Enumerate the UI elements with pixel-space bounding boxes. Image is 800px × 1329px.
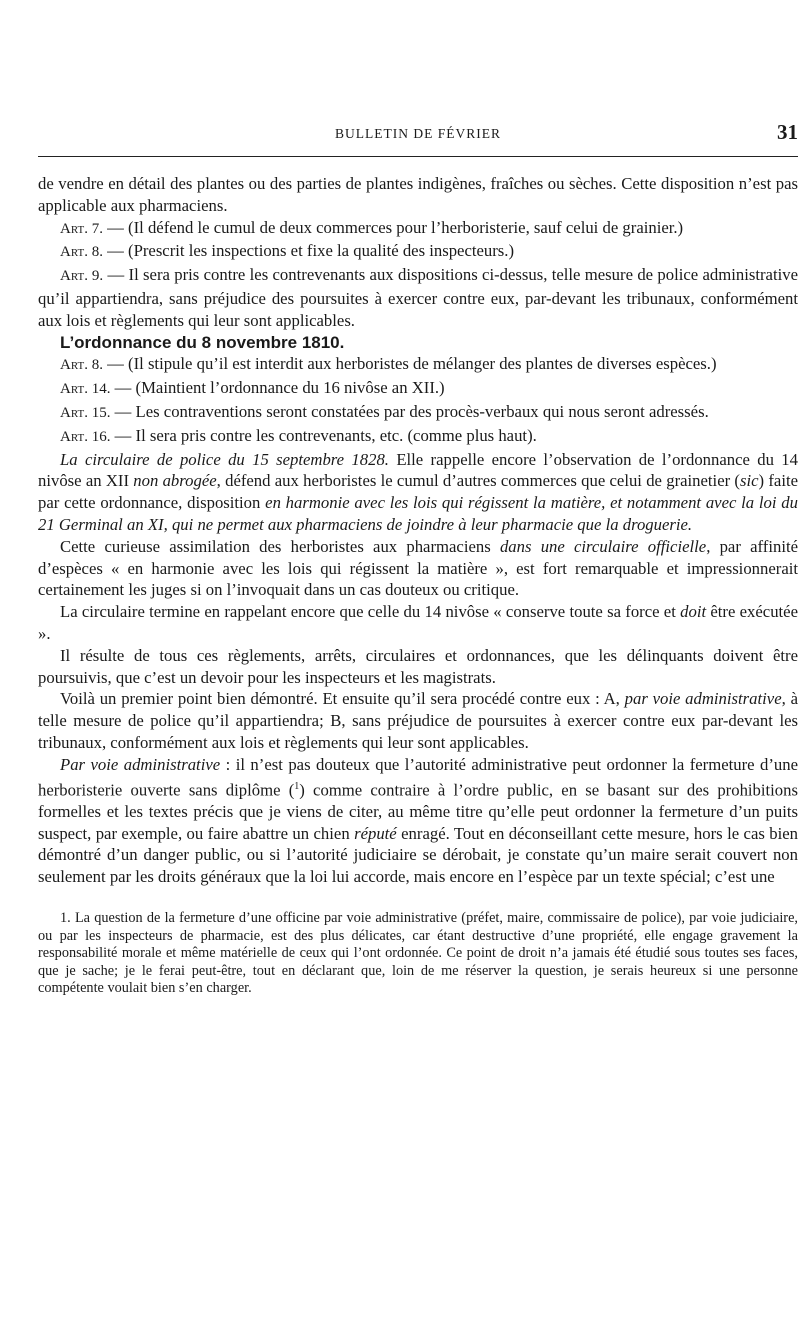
paragraph-text: — (Maintient l’ordonnance du 16 nivôse an XII.) bbox=[110, 378, 445, 398]
running-header bbox=[38, 120, 798, 152]
paragraph-text: être exécutée ». bbox=[38, 602, 798, 643]
paragraph-text: ) faite par cette ordonnance, disposition bbox=[38, 471, 798, 513]
italic-text: par voie administrative bbox=[624, 689, 782, 709]
paragraph bbox=[38, 754, 798, 888]
italic-text: sic bbox=[739, 471, 759, 491]
paragraph-text: Il résulte de tous ces règlements, arrêts, circulaires et ordonnances, que les délinquants doivent être poursuivis, que c’est un devoir pour les inspecteurs et les magistrats. bbox=[38, 645, 798, 687]
paragraph bbox=[38, 173, 798, 217]
paragraph bbox=[38, 645, 798, 689]
paragraph-text: Voilà un premier point bien démontré. Et ensuite qu’il sera procédé contre eux : A, bbox=[60, 689, 625, 709]
article-label: Art. 8. bbox=[60, 357, 103, 374]
paragraph-text: — (Il stipule qu’il est interdit aux herboristes de mélanger des plantes de diverses espèces.) bbox=[102, 354, 717, 374]
paragraph bbox=[38, 601, 798, 645]
footnote-text: La question de la fermeture d’une officine par voie administrative (préfet, maire, commissaire de police), par voie judiciaire, ou par les inspecteurs de pharmacie, est des plus délicates, car étant destructive d’une propriété, elle engage gravement la responsabilité morale et même matérielle de ceux qui l’ont ordonnée. Ce point de droit n’a jamais été étudié sous toutes ses faces, que je sache; je le ferai peut-être, tout en déclarant que, loin de me réserver la question, je serais heureux si une personne compétente voulait bien s’en charger. bbox=[38, 910, 798, 997]
paragraph-text: de vendre en détail des plantes ou des parties de plantes indigènes, fraîches ou sèches. Cette disposition n’est pas applicable aux pharmaciens. bbox=[38, 174, 798, 215]
article-label: Art. 15. bbox=[60, 404, 111, 421]
italic-text: Par voie administrative bbox=[60, 754, 221, 774]
paragraph bbox=[38, 536, 798, 601]
footnote-number: 1. bbox=[60, 910, 71, 927]
paragraph-text: — (Prescrit les inspections et fixe la qualité des inspecteurs.) bbox=[102, 241, 515, 261]
italic-text: réputé bbox=[354, 823, 397, 843]
italic-text: La circulaire de police du 15 septembre 1828. bbox=[60, 449, 389, 469]
paragraph-art-14 bbox=[38, 377, 798, 401]
paragraph-text: La circulaire termine en rappelant encore que celle du 14 nivôse « conserve toute sa force et bbox=[60, 602, 681, 622]
page-number: 31 bbox=[777, 120, 798, 144]
paragraph-text: — Il sera pris contre les contrevenants aux dispositions ci-dessus, telle mesure de police administrative qu’il appartiendra, sans préjudice des poursuites à exercer contre eux, par-devant les tribunaux, conformément aux lois et règlements qui leur sont applicables. bbox=[38, 265, 798, 330]
footnote-marker: 1 bbox=[294, 780, 300, 792]
footnote bbox=[38, 910, 798, 998]
paragraph-art-7 bbox=[38, 217, 798, 241]
paragraph-text: — (Il défend le cumul de deux commerces pour l’herboristerie, sauf celui de grainier.) bbox=[102, 217, 684, 237]
paragraph-art-15 bbox=[38, 401, 798, 425]
paragraph bbox=[38, 688, 798, 753]
paragraph-art-16 bbox=[38, 425, 798, 449]
paragraph-text: — Il sera pris contre les contrevenants, etc. (comme plus haut). bbox=[110, 425, 537, 445]
running-title: BULLETIN DE FÉVRIER bbox=[335, 126, 501, 141]
paragraph-art-9 bbox=[38, 264, 798, 331]
paragraph-text: , défend aux herboristes le cumul d’autres commerces que celui de grainetier ( bbox=[216, 471, 740, 491]
paragraph-text: Cette curieuse assimilation des herboristes aux pharmaciens bbox=[60, 536, 500, 556]
paragraph-text: — Les contraventions seront constatées par des procès-verbaux qui nous seront adressés. bbox=[110, 401, 709, 421]
paragraph-art-8b bbox=[38, 353, 798, 377]
article-label: Art. 7. bbox=[60, 220, 103, 237]
italic-text: en harmonie avec les lois qui régissent la matière, et notamment avec la loi du 21 Germinal an XI, qui ne permet aux pharmaciens de joindre à leur pharmacie que la droguerie. bbox=[38, 493, 798, 534]
footnote-paragraph bbox=[38, 910, 798, 998]
article-label: Art. 8. bbox=[60, 244, 103, 261]
paragraph-text: : il n’est pas douteux que l’autorité administrative peut ordonner la fermeture d’une herboristerie ouverte sans diplôme ( bbox=[38, 754, 799, 800]
paragraph-text: , à telle mesure de police qu’il appartiendra; B, sans préjudice de poursuites à exercer contre eux par-devant les tribunaux, conformément aux lois et règlements qui leur sont applicables. bbox=[38, 689, 798, 752]
italic-text: dans une circulaire officielle bbox=[499, 536, 707, 556]
paragraph-text: enragé. Tout en déconseillant cette mesure, hors le cas bien démontré d’un danger public, ou si l’autorité judiciaire se dérobait, je constate qu’un maire serait couvert non seulement par les droits généraux que la loi lui accorde, mais encore en l’espèce par un texte spécial; c’est une bbox=[38, 823, 798, 887]
page bbox=[38, 120, 798, 998]
paragraph-text: Elle rappelle encore l’observation de l’ordonnance du 14 nivôse an XII bbox=[38, 449, 798, 491]
paragraph-text: ) comme contraire à l’ordre public, en se basant sur des prohibitions formelles et les textes précis que je viens de citer, au même titre qu’elle peut ordonner la fermeture d’un puits suspect, par exemple, ou faire abattre un chien bbox=[38, 780, 798, 843]
paragraph-text: , par affinité d’espèces « en harmonie avec les lois qui régissent la matière », est fort remarquable et impressionnerait certainement les juges si on l’invoquait dans un cas douteux ou critique. bbox=[38, 536, 798, 600]
article-label: Art. 14. bbox=[60, 381, 111, 398]
paragraph-art-8 bbox=[38, 240, 798, 264]
section-heading: L’ordonnance du 8 novembre 1810. bbox=[60, 332, 345, 352]
article-label: Art. 9. bbox=[60, 268, 104, 285]
header-rule bbox=[38, 156, 798, 157]
paragraph-circulaire bbox=[38, 449, 798, 536]
article-label: Art. 16. bbox=[60, 428, 111, 445]
body-text bbox=[38, 173, 798, 888]
italic-text: non abrogée bbox=[133, 471, 217, 491]
italic-text: doit bbox=[680, 602, 707, 622]
